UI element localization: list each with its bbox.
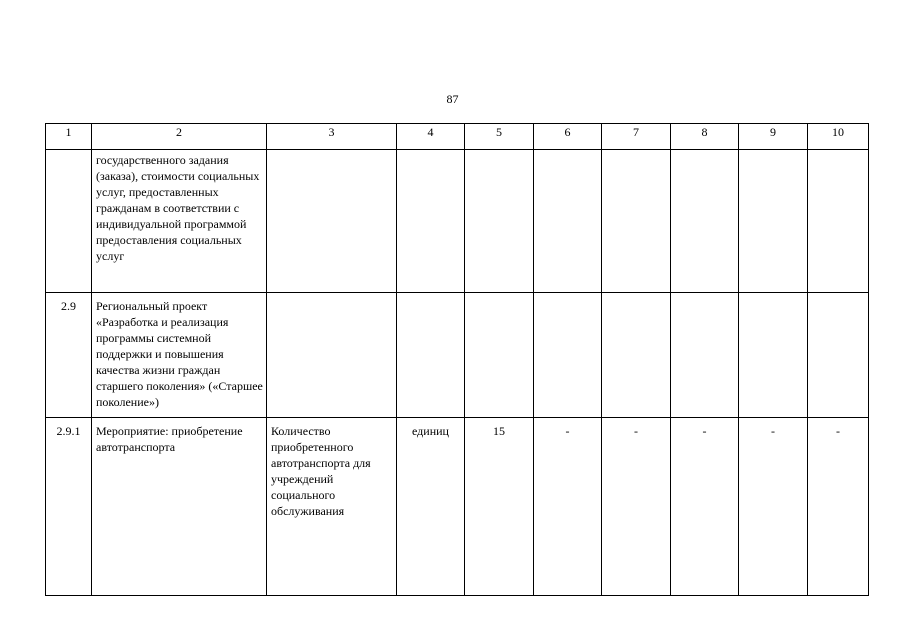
header-cell: 10 [808,124,869,150]
row-indicator-cell: Количество приобретенного автотранспорта для учреждений социального обслуживания [267,418,397,596]
row-value-cell [465,293,534,418]
row-name-cell: Региональный проект «Разработка и реализация программы системной поддержки и повышения качества жизни граждан старшего поколения» («Старшее поколение») [92,293,267,418]
header-cell: 6 [534,124,602,150]
header-cell: 3 [267,124,397,150]
row-value-cell [671,293,739,418]
row-unit-cell: единиц [397,418,465,596]
row-value-cell [739,150,808,293]
header-cell: 9 [739,124,808,150]
table-row [46,418,869,596]
table-row [46,150,869,293]
row-number-cell [46,150,92,293]
row-value-cell: - [534,418,602,596]
row-value-cell: - [671,418,739,596]
header-cell: 5 [465,124,534,150]
row-number-cell: 2.9 [46,293,92,418]
row-unit-cell [397,293,465,418]
data-table [45,123,869,596]
row-value-cell: - [808,418,869,596]
header-row [46,124,869,150]
header-cell: 8 [671,124,739,150]
row-value-cell [465,150,534,293]
row-value-cell: 15 [465,418,534,596]
row-name-cell: государственного задания (заказа), стоимости социальных услуг, предоставленных гражданам в соответствии с индивидуальной программой предоставления социальных услуг [92,150,267,293]
header-cell: 7 [602,124,671,150]
row-value-cell [602,293,671,418]
header-cell: 4 [397,124,465,150]
row-value-cell [808,150,869,293]
row-value-cell [739,293,808,418]
header-cell: 1 [46,124,92,150]
row-value-cell [534,150,602,293]
row-value-cell [671,150,739,293]
row-value-cell: - [739,418,808,596]
page-number: 87 [446,92,459,106]
row-indicator-cell [267,150,397,293]
header-cell: 2 [92,124,267,150]
row-value-cell: - [602,418,671,596]
table-row [46,293,869,418]
row-value-cell [602,150,671,293]
row-indicator-cell [267,293,397,418]
row-unit-cell [397,150,465,293]
row-value-cell [808,293,869,418]
row-name-cell: Мероприятие: приобретение автотранспорта [92,418,267,596]
row-value-cell [534,293,602,418]
row-number-cell: 2.9.1 [46,418,92,596]
